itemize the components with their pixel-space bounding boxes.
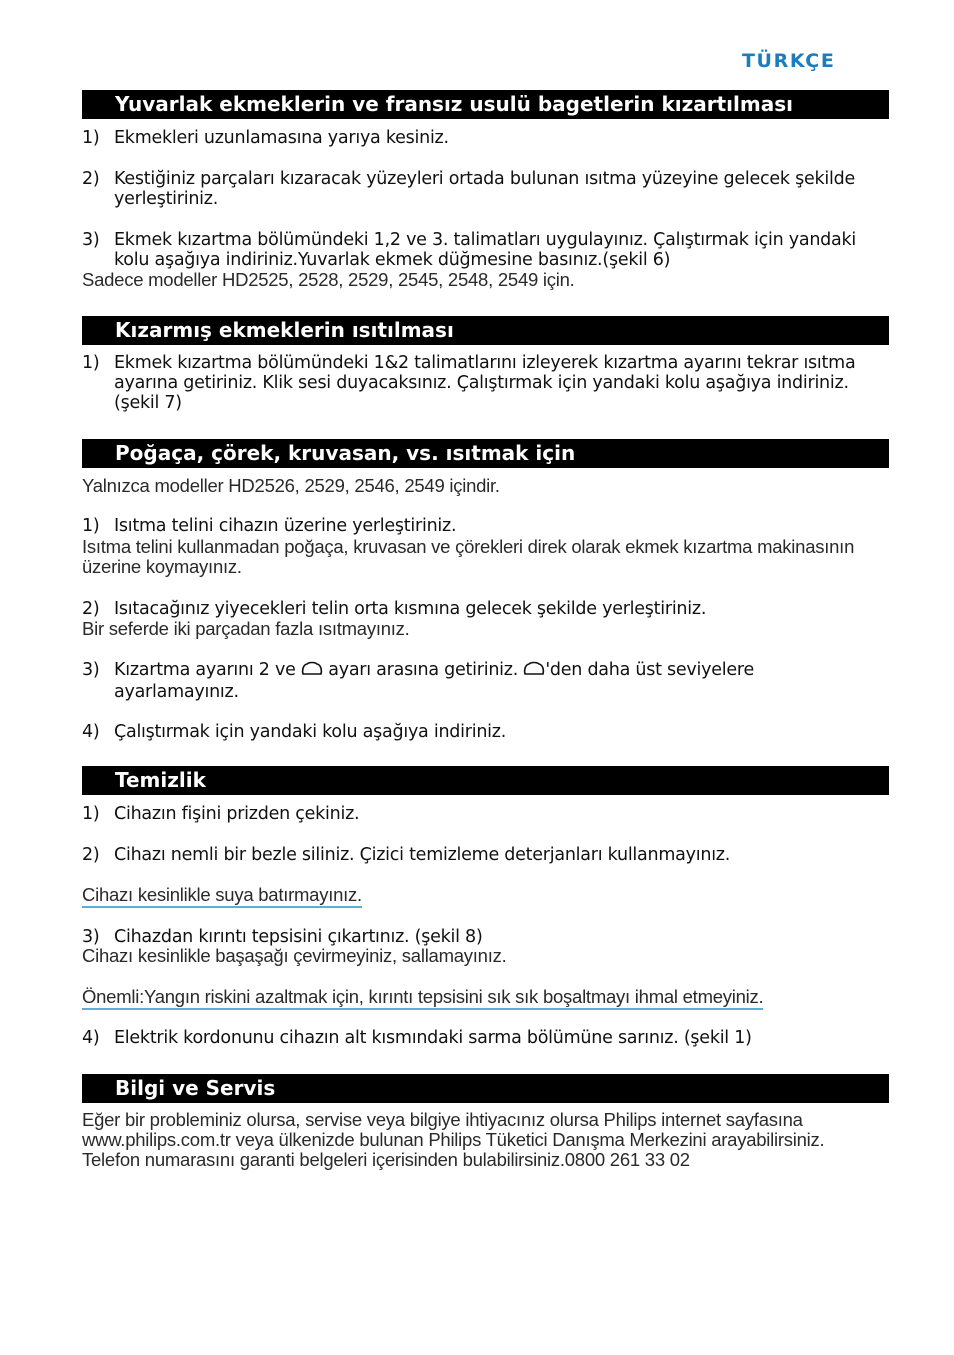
step-text: Isıtma telini cihazın üzerine yerleştiriniz. xyxy=(114,516,457,536)
section-title-rolls: Yuvarlak ekmeklerin ve fransız usulü bagetlerin kızartılması xyxy=(82,90,889,119)
cleaning-step-3 xyxy=(82,927,882,947)
section-title-cleaning: Temizlik xyxy=(82,766,889,795)
step-number: 3) xyxy=(82,660,100,680)
step-number: 1) xyxy=(82,516,100,536)
warning-text: Cihazı kesinlikle suya batırmayınız. xyxy=(82,885,362,908)
step-number: 2) xyxy=(82,599,100,619)
step-number: 2) xyxy=(82,845,100,865)
step-text xyxy=(114,660,882,702)
step-text-part-c: 'den daha üst seviyelere ayarlamayınız. xyxy=(114,660,754,702)
pastry-intro: Yalnızca modeller HD2526, 2529, 2546, 2549 içindir. xyxy=(82,475,500,496)
rolls-model-note: Sadece modeller HD2525, 2528, 2529, 2545, 2548, 2549 için. xyxy=(82,269,575,290)
section-title-pastry: Poğaça, çörek, kruvasan, vs. ısıtmak için xyxy=(82,439,889,468)
rolls-step-2 xyxy=(82,169,882,209)
cleaning-step-1 xyxy=(82,804,882,824)
step-text: Isıtacağınız yiyecekleri telin orta kısmına gelecek şekilde yerleştiriniz. xyxy=(114,599,707,619)
step-text: Çalıştırmak için yandaki kolu aşağıya indiriniz. xyxy=(114,722,507,742)
section-title-reheat: Kızarmış ekmeklerin ısıtılması xyxy=(82,316,889,345)
pastry-note-2: Bir seferde iki parçadan fazla ısıtmayınız. xyxy=(82,618,410,639)
bun-setting-icon xyxy=(523,661,545,682)
step-text: Elektrik kordonunu cihazın alt kısmındaki sarma bölümüne sarınız. (şekil 1) xyxy=(114,1028,752,1048)
step-text: Ekmek kızartma bölümündeki 1&2 talimatlarını izleyerek kızartma ayarını tekrar ısıtma ayarına getiriniz. Klik sesi duyacaksınız. Çalıştırmak için yandaki kolu aşağıya indiriniz.(şekil 7) xyxy=(114,353,856,413)
step-number: 4) xyxy=(82,722,100,742)
service-body: Eğer bir probleminiz olursa, servise veya bilgiye ihtiyacınız olursa Philips internet sayfasına www.philips.com.tr veya ülkenizde bulunan Philips Tüketici Danışma Merkezini arayabilirsiniz. Telefon numarasını garanti belgeleri içerisinden bulabilirsiniz.0800 261 33 02 xyxy=(82,1109,825,1170)
step-text: Ekmek kızartma bölümündeki 1,2 ve 3. talimatları uygulayınız. Çalıştırmak için yandaki kolu aşağıya indiriniz.Yuvarlak ekmek düğmesine basınız.(şekil 6) xyxy=(114,230,856,270)
step-text: Ekmekleri uzunlamasına yarıya kesiniz. xyxy=(114,128,449,148)
cleaning-step-2 xyxy=(82,845,882,865)
cleaning-warning-fire xyxy=(82,987,892,1010)
step-text-part-b: ayarı arasına getiriniz. xyxy=(328,660,519,680)
pastry-step-4 xyxy=(82,722,882,742)
section-title-service: Bilgi ve Servis xyxy=(82,1074,889,1103)
step-number: 4) xyxy=(82,1028,100,1048)
step-number: 1) xyxy=(82,353,100,373)
step-text-part-a: Kızartma ayarını 2 ve xyxy=(114,660,296,680)
step-text: Cihazı nemli bir bezle siliniz. Çizici temizleme deterjanları kullanmayınız. xyxy=(114,845,731,865)
language-label: TÜRKÇE xyxy=(742,50,836,72)
step-number: 2) xyxy=(82,169,100,189)
step-number: 1) xyxy=(82,804,100,824)
step-text: Cihazdan kırıntı tepsisini çıkartınız. (şekil 8) xyxy=(114,927,483,947)
step-number: 3) xyxy=(82,230,100,250)
rolls-step-3 xyxy=(82,230,882,270)
bun-setting-icon xyxy=(301,661,323,682)
step-number: 3) xyxy=(82,927,100,947)
pastry-step-3 xyxy=(82,660,882,702)
step-number: 1) xyxy=(82,128,100,148)
cleaning-step-4 xyxy=(82,1028,882,1048)
step-text: Kestiğiniz parçaları kızaracak yüzeyleri ortada bulunan ısıtma yüzeyine gelecek şekilde yerleştiriniz. xyxy=(114,169,855,209)
reheat-step-1 xyxy=(82,353,882,413)
cleaning-warning-water xyxy=(82,885,892,908)
warning-text: Önemli:Yangın riskini azaltmak için, kırıntı tepsisini sık sık boşaltmayı ihmal etmeyiniz. xyxy=(82,987,763,1010)
step-text: Cihazın fişini prizden çekiniz. xyxy=(114,804,360,824)
rolls-step-1 xyxy=(82,128,882,148)
pastry-step-2 xyxy=(82,599,882,619)
cleaning-note-3: Cihazı kesinlikle başaşağı çevirmeyiniz, sallamayınız. xyxy=(82,945,507,966)
pastry-step-1 xyxy=(82,516,882,536)
pastry-note-1: Isıtma telini kullanmadan poğaça, kruvasan ve çörekleri direk olarak ekmek kızartma makinasının üzerine koymayınız. xyxy=(82,536,855,577)
